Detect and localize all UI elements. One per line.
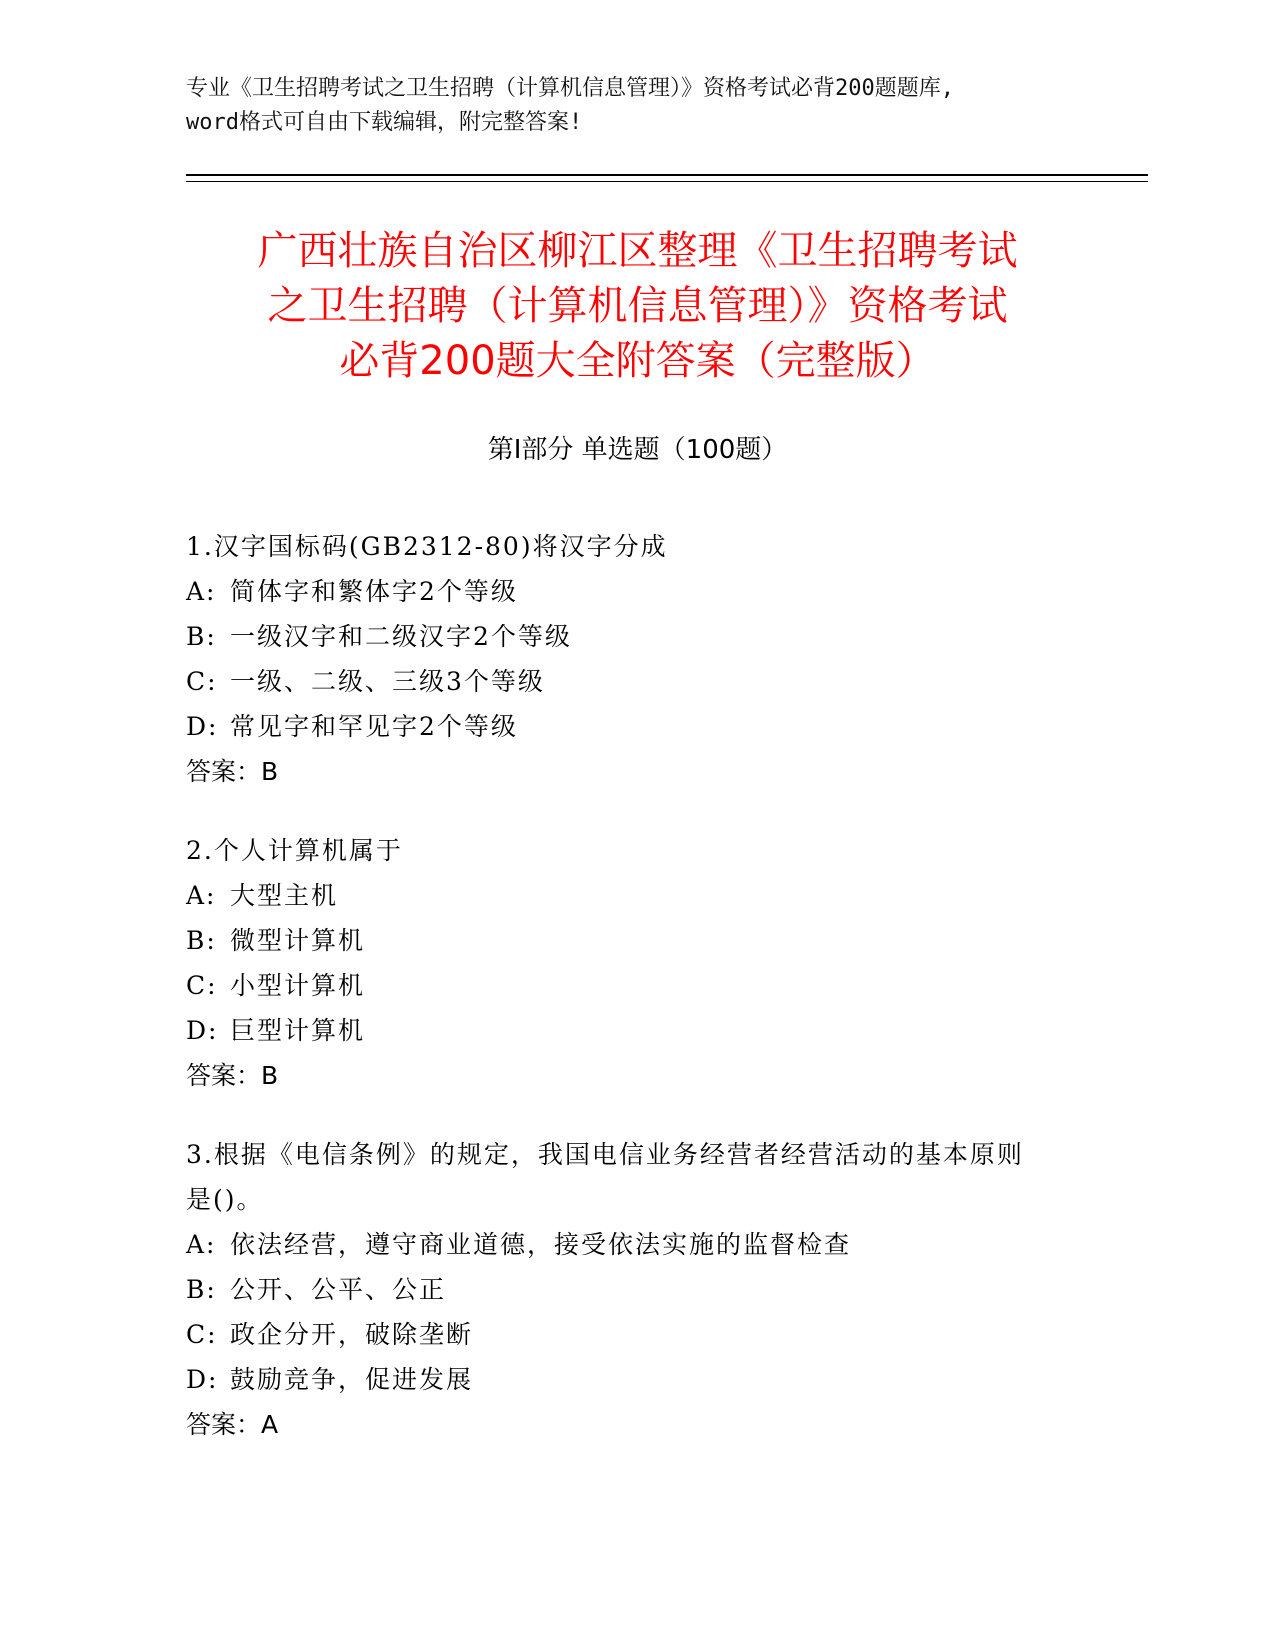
option-c bbox=[186, 963, 1086, 1008]
option-text: 一级、二级、三级3个等级 bbox=[230, 667, 545, 696]
option-letter: D: bbox=[186, 1365, 219, 1394]
option-text: 常见字和罕见字2个等级 bbox=[230, 712, 518, 741]
option-letter: C: bbox=[186, 667, 218, 696]
intro-text bbox=[186, 72, 1106, 140]
question-stem: 1.汉字国标码(GB2312-80)将汉字分成 bbox=[186, 532, 668, 561]
option-b bbox=[186, 614, 1086, 659]
answer-line: 答案：B bbox=[186, 757, 279, 786]
intro-line-2: word格式可自由下载编辑，附完整答案! bbox=[186, 110, 583, 135]
answer-line: 答案：B bbox=[186, 1061, 279, 1090]
option-c bbox=[186, 1312, 1086, 1357]
question-list bbox=[186, 524, 1086, 1481]
question-3 bbox=[186, 1132, 1086, 1447]
option-letter: C: bbox=[186, 971, 218, 1000]
option-text: 简体字和繁体字2个等级 bbox=[230, 577, 518, 606]
title-line-2: 之卫生招聘（计算机信息管理）》资格考试 bbox=[267, 283, 1008, 329]
option-letter: B: bbox=[186, 1275, 217, 1304]
header-divider-thin bbox=[186, 181, 1148, 182]
option-text: 鼓励竞争，促进发展 bbox=[230, 1365, 474, 1394]
option-letter: A: bbox=[186, 1230, 217, 1259]
title-line-1: 广西壮族自治区柳江区整理《卫生招聘考试 bbox=[257, 228, 1018, 274]
option-letter: A: bbox=[186, 881, 217, 910]
option-text: 一级汉字和二级汉字2个等级 bbox=[230, 622, 572, 651]
option-d bbox=[186, 704, 1086, 749]
option-text: 小型计算机 bbox=[230, 971, 366, 1000]
option-c bbox=[186, 659, 1086, 704]
option-text: 政企分开，破除垄断 bbox=[230, 1320, 474, 1349]
option-a bbox=[186, 1222, 1086, 1267]
option-d bbox=[186, 1357, 1086, 1402]
option-letter: A: bbox=[186, 577, 217, 606]
option-d bbox=[186, 1008, 1086, 1053]
option-letter: B: bbox=[186, 622, 217, 651]
option-letter: D: bbox=[186, 712, 219, 741]
option-text: 微型计算机 bbox=[230, 926, 366, 955]
option-letter: B: bbox=[186, 926, 217, 955]
option-text: 大型主机 bbox=[230, 881, 339, 910]
question-2 bbox=[186, 828, 1086, 1098]
header-divider-thick bbox=[186, 174, 1148, 176]
answer-line: 答案：A bbox=[186, 1410, 279, 1439]
option-b bbox=[186, 1267, 1086, 1312]
question-stem: 2.个人计算机属于 bbox=[186, 836, 403, 865]
question-stem: 3.根据《电信条例》的规定，我国电信业务经营者经营活动的基本原则是()。 bbox=[186, 1140, 1024, 1214]
option-letter: D: bbox=[186, 1016, 219, 1045]
option-text: 巨型计算机 bbox=[230, 1016, 366, 1045]
section-title: 第Ⅰ部分 单选题（100题） bbox=[487, 435, 788, 465]
option-text: 公开、公平、公正 bbox=[230, 1275, 447, 1304]
title-line-3: 必背200题大全附答案（完整版） bbox=[339, 338, 936, 384]
option-a bbox=[186, 569, 1086, 614]
option-letter: C: bbox=[186, 1320, 218, 1349]
question-1 bbox=[186, 524, 1086, 794]
document-title bbox=[150, 224, 1125, 389]
option-b bbox=[186, 918, 1086, 963]
intro-line-1: 专业《卫生招聘考试之卫生招聘（计算机信息管理）》资格考试必背200题题库, bbox=[186, 76, 954, 101]
option-text: 依法经营，遵守商业道德，接受依法实施的监督检查 bbox=[230, 1230, 852, 1259]
option-a bbox=[186, 873, 1086, 918]
